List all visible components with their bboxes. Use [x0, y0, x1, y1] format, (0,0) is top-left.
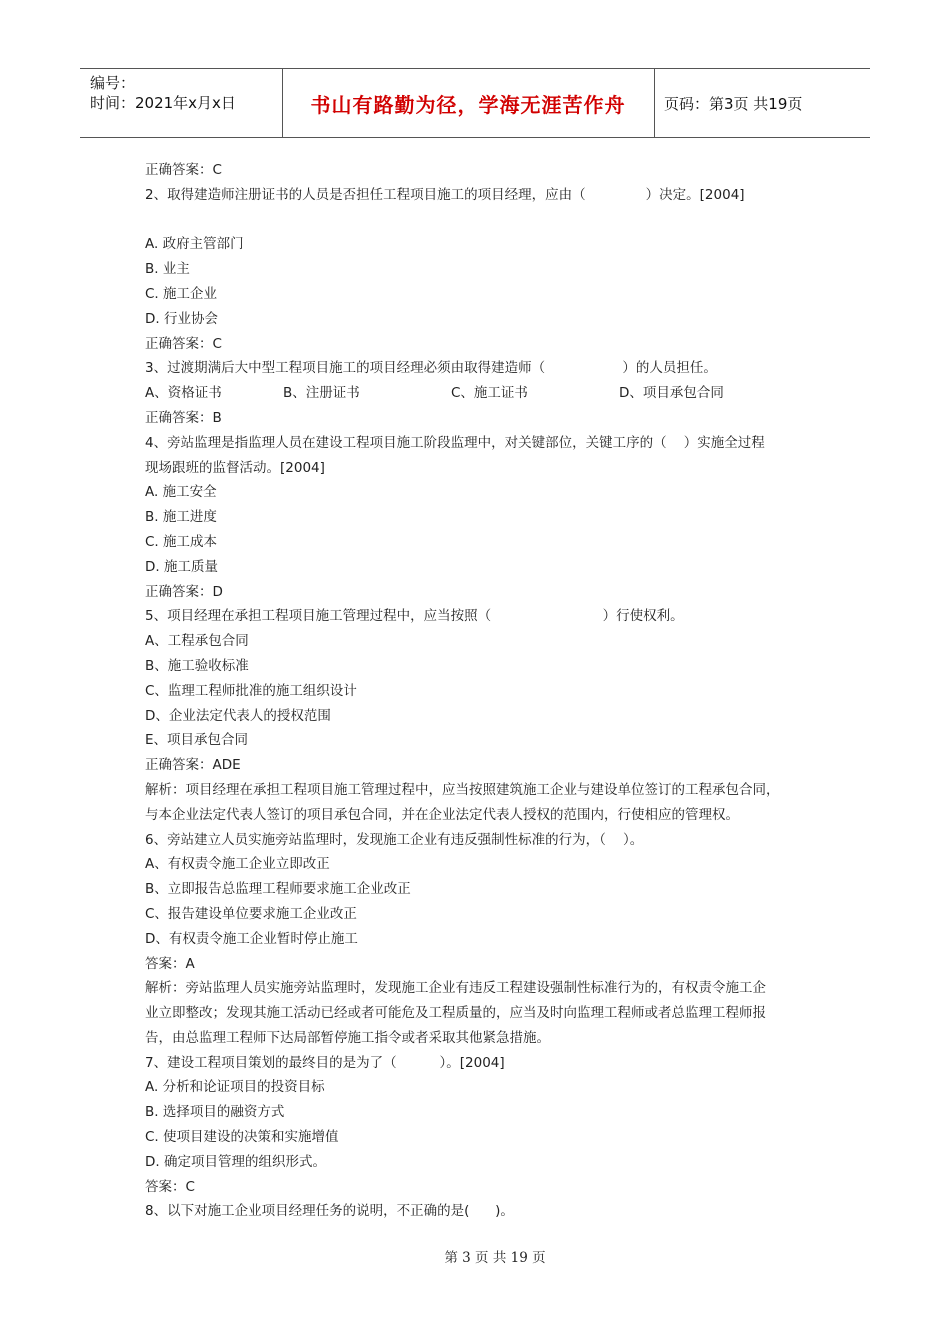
option-line: B. 选择项目的融资方式	[145, 1104, 285, 1121]
option-line: D、项目承包合同	[619, 385, 724, 402]
answer-line: 正确答案：D	[145, 583, 223, 600]
question-content	[145, 158, 825, 1224]
question-7: 7、建设工程项目策划的最终目的是为了（ ）。[2004]	[145, 1054, 505, 1071]
explanation-line: 解析：旁站监理人员实施旁站监理时，发现施工企业有违反工程建设强制性标准行为的，有权责令施工企	[145, 980, 766, 997]
text-line: 正确答案：C	[145, 162, 222, 178]
explanation-line: 与本企业法定代表人签订的项目承包合同，并在企业法定代表人授权的范围内，行使相应的管理权。	[145, 806, 739, 823]
answer-line: 正确答案：B	[145, 409, 222, 426]
option-line: C. 施工企业	[145, 285, 218, 302]
header-meta	[90, 73, 236, 113]
header-divider	[654, 69, 655, 137]
option-line: D、有权责令施工企业暂时停止施工	[145, 930, 358, 947]
option-line: C、施工证书	[451, 385, 528, 402]
option-line: C. 使项目建设的决策和实施增值	[145, 1129, 339, 1146]
answer-line: 正确答案：C	[145, 335, 222, 352]
option-line: A. 政府主管部门	[145, 236, 244, 253]
option-line: C. 施工成本	[145, 533, 218, 550]
option-line: B、立即报告总监理工程师要求施工企业改正	[145, 881, 411, 898]
question-2: 2、取得建造师注册证书的人员是否担任工程项目施工的项目经理，应由（ ）决定。[2004]	[145, 186, 745, 203]
question-4: 4、旁站监理是指监理人员在建设工程项目施工阶段监理中，对关键部位，关键工序的（ ）实施全过程	[145, 434, 765, 451]
question-4-cont: 现场跟班的监督活动。[2004]	[145, 459, 325, 476]
question-3-options	[145, 381, 825, 406]
question-8: 8、以下对施工企业项目经理任务的说明，不正确的是( )。	[145, 1203, 514, 1220]
header-page-info: 页码：第3页 共19页	[664, 95, 803, 113]
option-line: D、企业法定代表人的授权范围	[145, 707, 331, 724]
option-line: C、报告建设单位要求施工企业改正	[145, 905, 357, 922]
explanation-line: 告，由总监理工程师下达局部暂停施工指令或者采取其他紧急措施。	[145, 1029, 550, 1046]
answer-line: 正确答案：ADE	[145, 757, 241, 774]
option-line: C、监理工程师批准的施工组织设计	[145, 682, 357, 699]
header-motto: 书山有路勤为径，学海无涯苦作舟	[310, 92, 626, 117]
option-line: A、有权责令施工企业立即改正	[145, 856, 330, 873]
option-line: D. 施工质量	[145, 558, 218, 575]
page-header	[80, 68, 870, 138]
explanation-line: 业立即整改；发现其施工活动已经或者可能危及工程质量的，应当及时向监理工程师或者总监理工程师报	[145, 1005, 766, 1022]
option-line: D. 确定项目管理的组织形式。	[145, 1153, 326, 1170]
answer-line: 答案：C	[145, 1178, 195, 1195]
question-6: 6、旁站建立人员实施旁站监理时，发现施工企业有违反强制性标准的行为，（ ）。	[145, 831, 644, 848]
document-number-label: 编号：	[90, 74, 136, 92]
page-footer: 第 3 页 共 19 页	[444, 1250, 546, 1266]
option-line: B. 施工进度	[145, 509, 217, 526]
option-line: D. 行业协会	[145, 310, 218, 327]
option-line: A、资格证书	[145, 385, 222, 402]
question-3: 3、过渡期满后大中型工程项目施工的项目经理必须由取得建造师（ ）的人员担任。	[145, 360, 717, 377]
option-line: B、施工验收标准	[145, 657, 249, 674]
option-line: E、项目承包合同	[145, 732, 249, 749]
answer-line: 答案：A	[145, 955, 195, 972]
option-line: A. 施工安全	[145, 484, 217, 501]
explanation-line: 解析：项目经理在承担工程项目施工管理过程中，应当按照建筑施工企业与建设单位签订的工程承包合同，	[145, 781, 780, 798]
option-line: B. 业主	[145, 261, 190, 278]
document-date: 时间：2021年x月x日	[90, 94, 236, 112]
option-line: B、注册证书	[283, 385, 360, 402]
option-line: A、工程承包合同	[145, 633, 249, 650]
blank-line	[145, 208, 825, 233]
question-5: 5、项目经理在承担工程项目施工管理过程中，应当按照（ ）行使权利。	[145, 608, 684, 625]
option-line: A. 分析和论证项目的投资目标	[145, 1079, 325, 1096]
